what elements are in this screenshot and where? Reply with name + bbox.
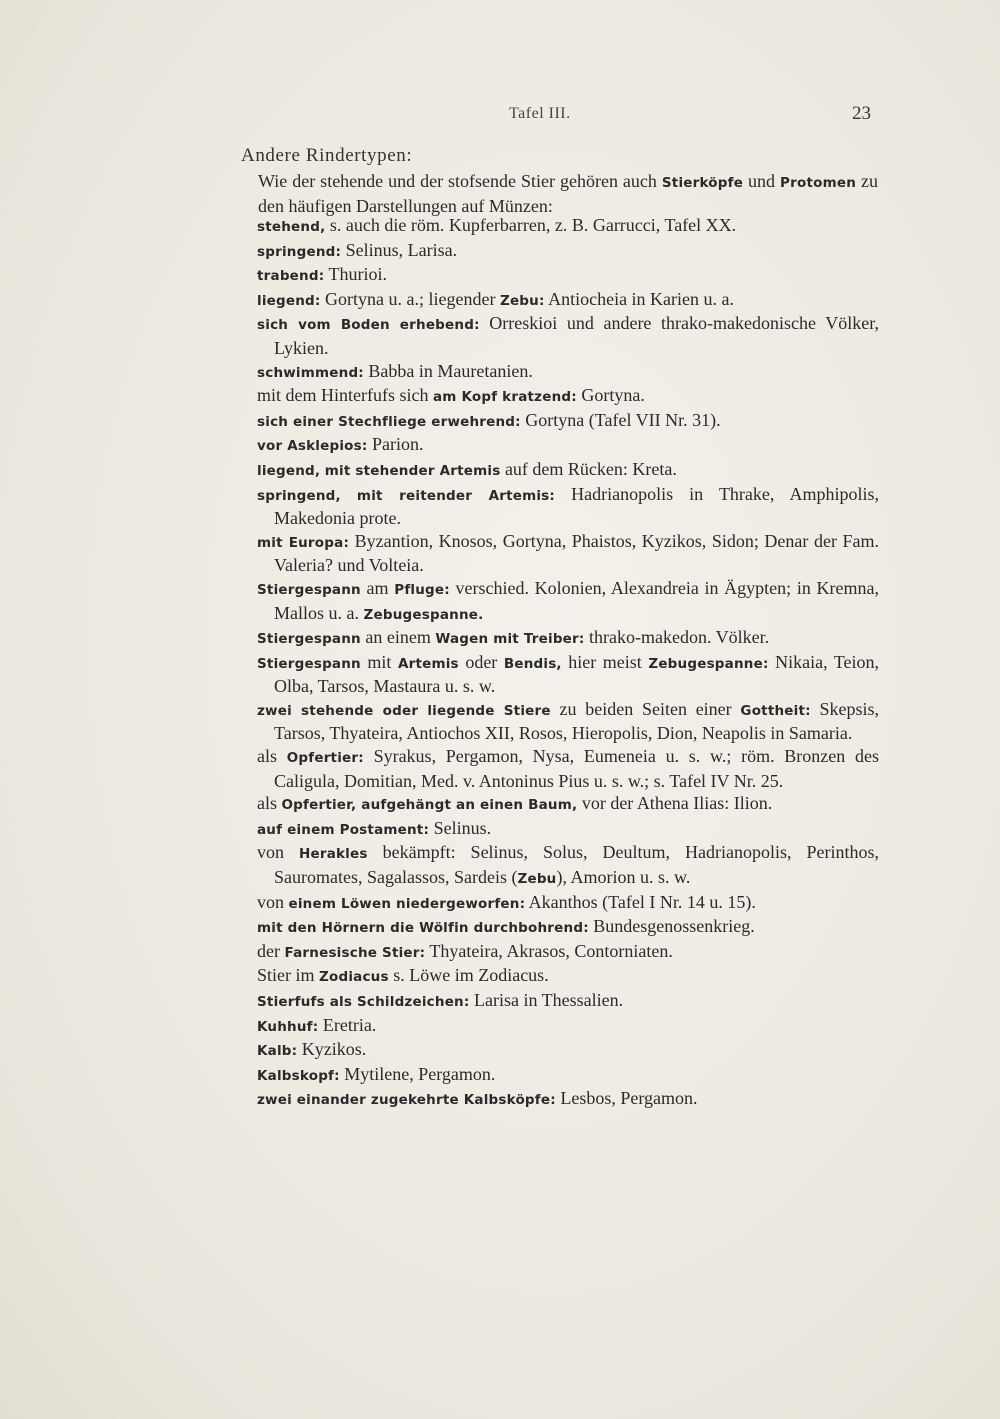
entry-text: Gortyna u. a.; liegender: [320, 288, 500, 309]
bold-keyword: am Kopf kratzend:: [432, 389, 577, 406]
page-number: 23: [852, 103, 871, 124]
entry-text: Orreskioi und andere thrako-makedonische Völker, Lykien.: [274, 313, 880, 358]
bold-keyword: Pfluge:: [394, 581, 450, 598]
entry-text: mit dem Hinterfufs sich: [257, 385, 433, 406]
bold-keyword: zwei stehende oder liegende Stiere: [257, 702, 551, 719]
entry-text: Thurioi.: [324, 264, 387, 285]
entry-line: [257, 964, 879, 989]
entry-text: Gortyna (Tafel VII Nr. 31).: [520, 409, 721, 430]
entry-line: [257, 433, 879, 458]
bold-keyword: mit reitender Artemis:: [356, 487, 556, 504]
bold-keyword: Zebu: [517, 871, 557, 888]
bold-keyword: springend:: [257, 243, 342, 260]
entry-line: [257, 626, 879, 651]
bold-keyword: Bendis,: [503, 655, 562, 672]
bold-keyword: Stierfufs als Schildzeichen:: [257, 994, 470, 1010]
entry-text: als: [257, 793, 282, 814]
entry-text: von: [257, 842, 299, 863]
bold-keyword: mit stehender Artemis: [324, 462, 501, 479]
entry-line: [257, 1014, 879, 1039]
section-title: Andere Rindertypen:: [241, 145, 413, 166]
entry-text: Skepsis, Tarsos, Thyateira, Antiochos XII, Rosos, Hieropolis, Dion, Neapolis in Samaria.: [274, 698, 879, 744]
entry-text: vor der Athena Ilias: Ilion.: [577, 793, 773, 814]
bold-keyword: zwei einander zugekehrte Kalbsköpfe:: [257, 1092, 556, 1109]
bold-keyword: Zebugespanne:: [648, 655, 769, 672]
entry-line: [257, 409, 879, 434]
running-head: Tafel III.: [509, 105, 571, 122]
entry-line: [257, 312, 879, 359]
entry-line: [257, 651, 879, 698]
bold-keyword: liegend:: [257, 292, 321, 309]
entry-text: und: [743, 171, 781, 191]
entry-text: Nikaia, Teion, Olba, Tarsos, Mastaura u. s. w.: [274, 651, 879, 697]
entry-line: [257, 817, 879, 842]
bold-keyword: sich vom Boden erhebend:: [257, 317, 480, 334]
entry-line: [257, 360, 879, 385]
entry-line: [257, 288, 879, 313]
entry-text: s. Löwe im Zodiacus.: [388, 965, 549, 986]
entry-line: [257, 915, 879, 940]
bold-keyword: Zodiacus: [319, 969, 389, 986]
page-header: [0, 105, 1000, 135]
bold-keyword: Stierköpfe: [661, 175, 744, 191]
entry-line: [257, 1087, 879, 1112]
entry-line: [257, 458, 879, 483]
entry-text: Parion.: [367, 434, 424, 455]
bold-keyword: liegend,: [257, 462, 321, 479]
entry-line: [257, 263, 879, 288]
bold-keyword: Gottheit:: [740, 702, 811, 719]
bold-keyword: mit Europa:: [257, 534, 350, 551]
entry-line: [257, 530, 879, 577]
entry-text: Hadrianopolis in Thrake, Amphipolis, Makedonia prote.: [274, 483, 880, 529]
entry-list: [257, 214, 879, 1112]
entry-text: Bundesgenossenkrieg.: [588, 916, 755, 937]
entry-text: [341, 484, 357, 504]
entry-text: Mytilene, Pergamon.: [339, 1063, 496, 1084]
entry-text: Kyzikos.: [297, 1039, 367, 1060]
entry-text: Babba in Mauretanien.: [363, 360, 533, 381]
entry-text: an einem: [360, 627, 436, 648]
entry-text: bekämpft: Selinus, Solus, Deultum, Hadrianopolis, Perinthos, Sauromates, Sagalassos, Sardeis (: [274, 842, 879, 888]
entry-text: Thyateira, Akrasos, Contorniaten.: [425, 940, 673, 961]
bold-keyword: Zebu:: [499, 292, 545, 309]
bold-keyword: mit den Hörnern die Wölfin durchbohrend:: [257, 920, 589, 937]
entry-text: auf dem Rücken: Kreta.: [500, 458, 677, 479]
entry-line: [257, 989, 879, 1014]
entry-text: ), Amorion u. s. w.: [556, 867, 691, 888]
entry-line: [257, 698, 879, 745]
entry-text: Lesbos, Pergamon.: [555, 1088, 698, 1109]
entry-text: mit: [360, 651, 398, 672]
bold-keyword: Opfertier:: [286, 750, 364, 767]
bold-keyword: Wagen mit Treiber:: [435, 631, 585, 648]
intro-paragraph: [258, 170, 878, 217]
entry-line: [257, 577, 879, 626]
entry-line: [257, 940, 879, 965]
entry-text: Gortyna.: [576, 385, 645, 406]
entry-line: [257, 384, 879, 409]
bold-keyword: auf einem Postament:: [257, 821, 430, 838]
entry-line: [257, 1063, 879, 1088]
bold-keyword: vor Asklepios:: [257, 438, 368, 455]
entry-text: zu den häufigen Darstellungen auf Münzen:: [258, 171, 878, 216]
entry-text: Antiocheia in Karien u. a.: [544, 288, 735, 309]
entry-text: als: [257, 746, 287, 767]
bold-keyword: Herakles: [298, 846, 368, 863]
entry-text: Larisa in Thessalien.: [469, 990, 624, 1010]
bold-keyword: Zebugespanne.: [363, 606, 484, 623]
entry-text: Selinus.: [429, 817, 492, 838]
entry-text: Akanthos (Tafel I Nr. 14 u. 15).: [525, 891, 756, 912]
entry-text: thrako-makedon. Völker.: [584, 627, 770, 648]
bold-keyword: einem Löwen niedergeworfen:: [288, 895, 526, 912]
entry-line: [257, 1038, 879, 1063]
entry-text: Syrakus, Pergamon, Nysa, Eumeneia u. s. w.; röm. Bronzen des Caligula, Domitian, Med. v. Antoninus Pius u. s. w.; s. Tafel IV Nr. 25.: [274, 746, 879, 791]
entry-line: [257, 239, 879, 264]
bold-keyword: Stiergespann: [257, 581, 361, 598]
entry-line: [257, 745, 879, 792]
bold-keyword: springend,: [257, 487, 341, 504]
entry-text: Byzantion, Knosos, Gortyna, Phaistos, Kyzikos, Sidon; Denar der Fam. Valeria? und Volteia.: [274, 530, 879, 576]
bold-keyword: Kalb:: [257, 1043, 298, 1060]
entry-text: am: [360, 577, 395, 598]
entry-text: der: [257, 940, 285, 961]
bold-keyword: Kuhhuf:: [257, 1018, 319, 1035]
bold-keyword: stehend,: [257, 219, 326, 235]
entry-text: Stier im: [257, 965, 319, 986]
entry-text: hier meist: [561, 651, 649, 672]
entry-text: verschied. Kolonien, Alexandreia in Ägypten; in Kremna, Mallos u. a.: [274, 577, 879, 623]
entry-line: [257, 891, 879, 916]
bold-keyword: Artemis: [397, 655, 459, 672]
bold-keyword: Opfertier, aufgehängt an einen Baum,: [281, 797, 578, 814]
bold-keyword: Stiergespann: [257, 631, 361, 648]
bold-keyword: Kalbskopf:: [257, 1067, 340, 1084]
entry-text: oder: [458, 651, 504, 672]
bold-keyword: Protomen: [780, 175, 857, 191]
entry-text: s. auch die röm. Kupferbarren, z. B. Garrucci, Tafel XX.: [325, 215, 737, 235]
entry-text: zu beiden Seiten einer: [550, 698, 741, 719]
bold-keyword: trabend:: [257, 268, 325, 285]
entry-text: Eretria.: [318, 1014, 377, 1035]
entry-text: Wie der stehende und der stofsende Stier gehören auch: [258, 171, 662, 191]
bold-keyword: schwimmend:: [257, 364, 364, 381]
bold-keyword: Farnesische Stier:: [284, 944, 426, 961]
entry-line: [257, 483, 879, 530]
entry-text: von: [257, 891, 289, 912]
bold-keyword: Stiergespann: [257, 655, 361, 672]
entry-line: [257, 841, 879, 890]
entry-text: Selinus, Larisa.: [341, 239, 458, 260]
entry-line: [257, 792, 879, 817]
entry-line: [257, 214, 879, 239]
bold-keyword: sich einer Stechfliege erwehrend:: [257, 413, 521, 430]
